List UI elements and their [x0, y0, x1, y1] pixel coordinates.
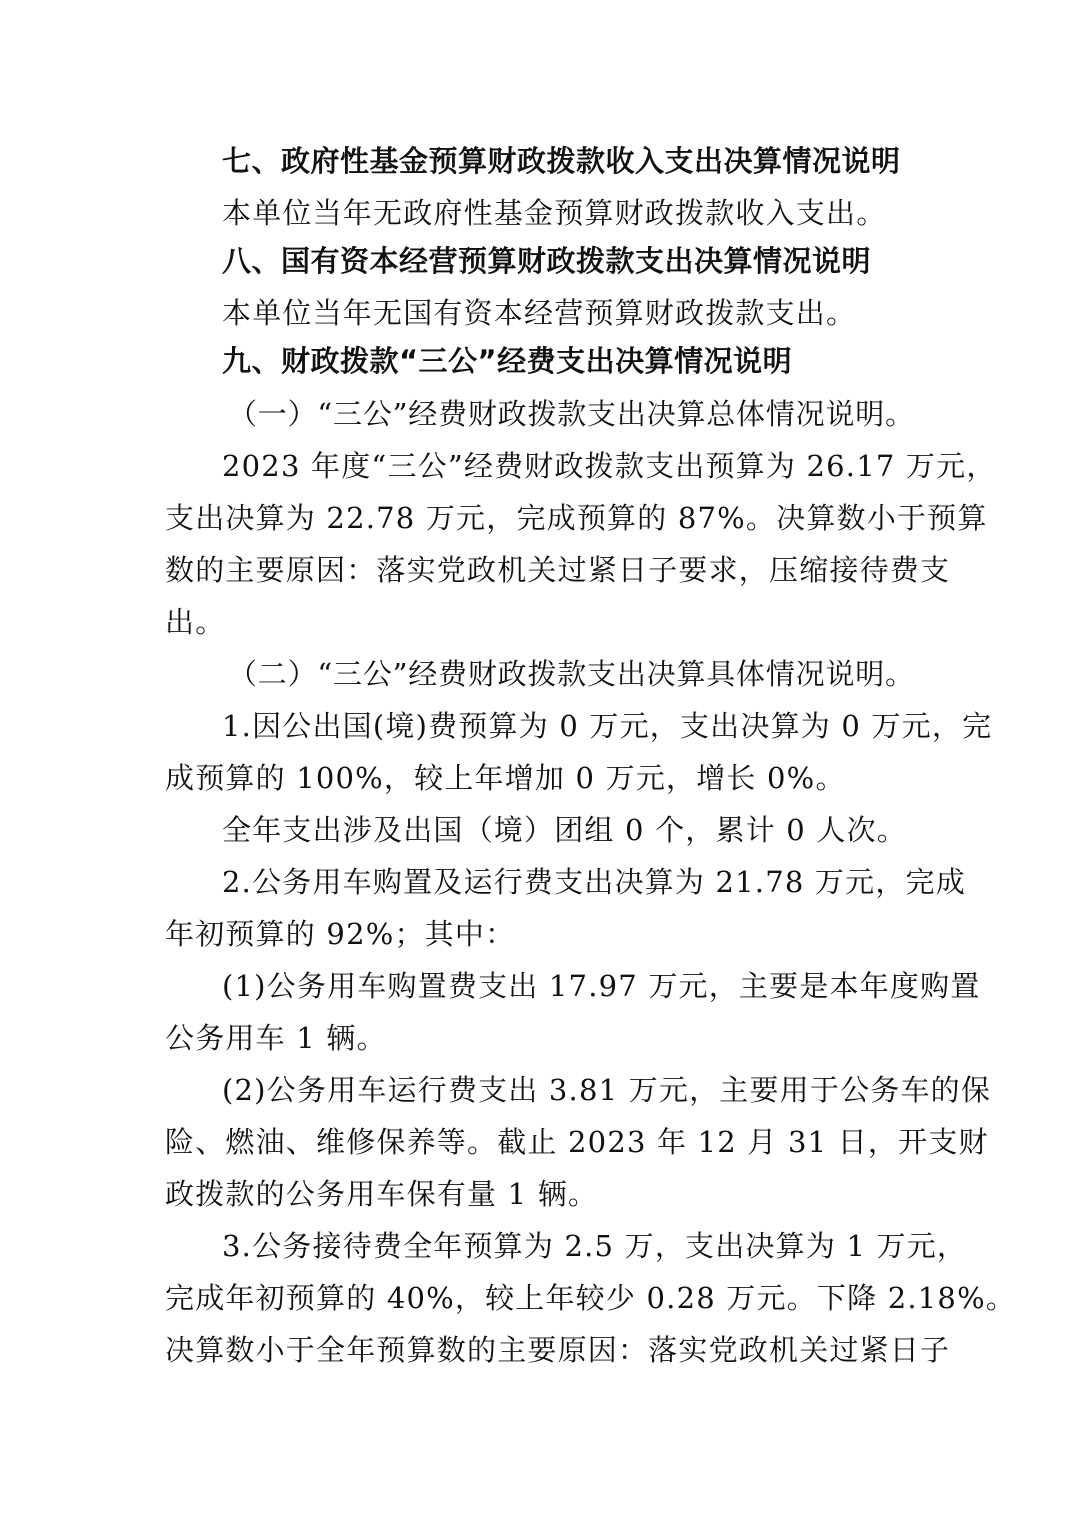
- paragraph-line: 出。: [165, 605, 226, 639]
- subsection-heading-2: （二）“三公”经费财政拨款支出决算具体情况说明。: [228, 657, 915, 691]
- paragraph-line: 成预算的 100%，较上年增加 0 万元，增长 0%。: [165, 761, 846, 795]
- paragraph-line: 决算数小于全年预算数的主要原因：落实党政机关过紧日子: [165, 1333, 951, 1367]
- paragraph-line: 完成年初预算的 40%，较上年较少 0.28 万元。下降 2.18%。: [165, 1281, 1017, 1315]
- paragraph-line: 支出决算为 22.78 万元，完成预算的 87%。决算数小于预算: [165, 501, 988, 535]
- section-heading-7: 七、政府性基金预算财政拨款收入支出决算情况说明: [222, 144, 901, 178]
- subsection-heading-1: （一）“三公”经费财政拨款支出决算总体情况说明。: [228, 397, 915, 431]
- section-heading-8: 八、国有资本经营预算财政拨款支出决算情况说明: [222, 244, 872, 278]
- paragraph-line: 险、燃油、维修保养等。截止 2023 年 12 月 31 日，开支财: [165, 1125, 989, 1159]
- paragraph-line: 全年支出涉及出国（境）团组 0 个，累计 0 人次。: [222, 813, 907, 847]
- paragraph-line: (2)公务用车运行费支出 3.81 万元，主要用于公务车的保: [222, 1073, 992, 1107]
- paragraph-line: (1)公务用车购置费支出 17.97 万元，主要是本年度购置: [222, 969, 981, 1003]
- paragraph-line: 公务用车 1 辆。: [165, 1021, 387, 1055]
- paragraph-line: 政拨款的公务用车保有量 1 辆。: [165, 1177, 599, 1211]
- paragraph-line: 年初预算的 92%；其中：: [165, 917, 516, 951]
- paragraph-line: 2.公务用车购置及运行费支出决算为 21.78 万元，完成: [222, 865, 966, 899]
- paragraph-line: 本单位当年无国有资本经营预算财政拨款支出。: [222, 296, 857, 330]
- paragraph-line: 3.公务接待费全年预算为 2.5 万，支出决算为 1 万元，: [222, 1229, 968, 1263]
- paragraph-line: 本单位当年无政府性基金预算财政拨款收入支出。: [222, 196, 887, 230]
- paragraph-line: 2023 年度“三公”经费财政拨款支出预算为 26.17 万元，: [222, 449, 997, 483]
- paragraph-line: 1.因公出国(境)费预算为 0 万元，支出决算为 0 万元，完: [222, 709, 993, 743]
- paragraph-line: 数的主要原因：落实党政机关过紧日子要求，压缩接待费支: [165, 553, 951, 587]
- section-heading-9: 九、财政拨款“三公”经费支出决算情况说明: [222, 344, 793, 378]
